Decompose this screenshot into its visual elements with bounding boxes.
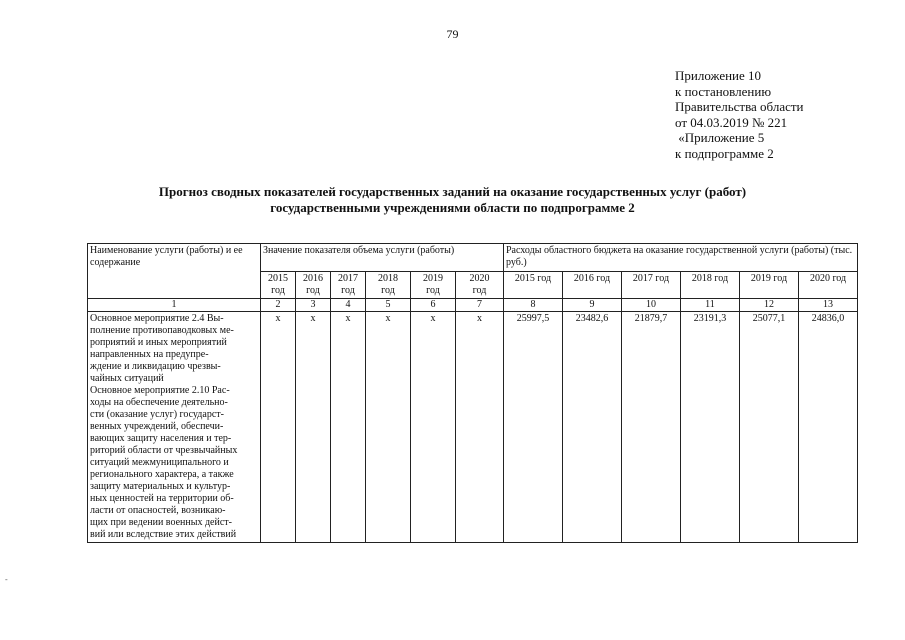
- table-row: [88, 312, 858, 543]
- year-unit: год: [426, 285, 440, 296]
- volume-value: х: [261, 312, 296, 543]
- appendix-line: Приложение 10: [675, 68, 762, 83]
- description-line: ситуаций межмуниципального и: [90, 457, 229, 468]
- column-number-row: [88, 299, 858, 312]
- header-volume-year: [331, 272, 366, 299]
- year-unit: год: [381, 285, 395, 296]
- header-expense-group: Расходы областного бюджета на оказание государственной услуги (работы) (тыс. руб.): [504, 244, 858, 272]
- year-unit: год: [472, 285, 487, 296]
- column-number: 12: [740, 299, 799, 312]
- header-expense-year: 2015 год: [504, 272, 563, 299]
- expense-value: 25077,1: [740, 312, 799, 543]
- description-line: вающих защиту населения и тер-: [90, 433, 232, 444]
- description-line: Основное мероприятие 2.10 Рас-: [90, 385, 230, 396]
- expense-value: 23482,6: [563, 312, 622, 543]
- header-volume-year: [366, 272, 411, 299]
- expense-value: 25997,5: [504, 312, 563, 543]
- column-number: 2: [261, 299, 296, 312]
- year-label: 2015: [268, 273, 288, 284]
- header-volume-group: Значение показателя объема услуги (работы): [261, 244, 504, 272]
- column-number: 10: [622, 299, 681, 312]
- year-unit: год: [341, 285, 355, 296]
- column-number: 4: [331, 299, 366, 312]
- description-line: щих при ведении военных дейст-: [90, 517, 232, 528]
- title-line: государственными учреждениями области по подпрограмме 2: [270, 200, 635, 215]
- description-line: Основное мероприятие 2.4 Вы-: [90, 313, 224, 324]
- volume-value: х: [456, 312, 504, 543]
- expense-value: 23191,3: [681, 312, 740, 543]
- year-label: 2017: [338, 273, 358, 284]
- description-line: направленных на предупре-: [90, 349, 209, 360]
- header-volume-year: [261, 272, 296, 299]
- column-number: 13: [799, 299, 858, 312]
- description-line: венных учреждений, обеспечи-: [90, 421, 224, 432]
- column-number: 9: [563, 299, 622, 312]
- appendix-line: от 04.03.2019 № 221: [675, 114, 788, 130]
- year-label: 2018: [378, 273, 398, 284]
- expense-value: 24836,0: [799, 312, 858, 543]
- column-number: 7: [456, 299, 504, 312]
- column-number: 3: [296, 299, 331, 312]
- description-line: ласти от опасностей, возникаю-: [90, 505, 226, 516]
- year-label: 2016: [303, 273, 323, 284]
- header-volume-year: [296, 272, 331, 299]
- description-line: ходы на обеспечение деятельно-: [90, 397, 228, 408]
- margin-mark: -: [5, 575, 8, 584]
- expense-value: 21879,7: [622, 312, 681, 543]
- volume-value: х: [331, 312, 366, 543]
- year-unit: год: [271, 285, 285, 296]
- year-unit: год: [306, 285, 320, 296]
- appendix-line: «Приложение 5: [675, 130, 765, 145]
- appendix-block: [675, 68, 804, 161]
- header-expense-year: 2018 год: [681, 272, 740, 299]
- header-expense-year: 2020 год: [799, 272, 858, 299]
- document-title: [0, 184, 905, 216]
- description-line: вий или вследствие этих действий: [90, 529, 237, 540]
- column-number: 1: [88, 299, 261, 312]
- volume-value: х: [296, 312, 331, 543]
- column-number: 8: [504, 299, 563, 312]
- service-description: [88, 312, 261, 543]
- header-volume-year: [411, 272, 456, 299]
- volume-value: х: [411, 312, 456, 543]
- header-expense-year: 2017 год: [622, 272, 681, 299]
- header-row-group: [88, 244, 858, 272]
- description-line: чайных ситуаций: [90, 373, 164, 384]
- appendix-line: к подпрограмме 2: [675, 145, 774, 161]
- page-number: 79: [446, 27, 459, 41]
- title-line: Прогноз сводных показателей государственных заданий на оказание государственных услуг (работ): [158, 184, 747, 199]
- description-line: полнение противопаводковых ме-: [90, 325, 234, 336]
- description-line: ждение и ликвидацию чрезвы-: [90, 361, 221, 372]
- appendix-line: к постановлению: [675, 83, 772, 99]
- description-line: ных ценностей на территории об-: [90, 493, 234, 504]
- column-number: 5: [366, 299, 411, 312]
- header-service-name: Наименование услуги (работы) и ее содержание: [88, 244, 261, 299]
- description-line: риторий области от чрезвычайных: [90, 445, 238, 456]
- header-expense-year: 2019 год: [740, 272, 799, 299]
- indicators-table: [87, 243, 858, 543]
- appendix-line: Правительства области: [675, 99, 804, 114]
- year-label: 2019: [423, 273, 443, 284]
- year-label: 2020: [469, 273, 490, 284]
- description-line: сти (оказание услуг) государст-: [90, 409, 224, 420]
- header-expense-year: 2016 год: [563, 272, 622, 299]
- description-line: регионального характера, а также: [90, 469, 234, 480]
- header-volume-year: [456, 272, 504, 299]
- description-line: роприятий и иных мероприятий: [90, 337, 227, 348]
- description-line: защиту материальных и культур-: [90, 481, 231, 492]
- volume-value: х: [366, 312, 411, 543]
- column-number: 11: [681, 299, 740, 312]
- column-number: 6: [411, 299, 456, 312]
